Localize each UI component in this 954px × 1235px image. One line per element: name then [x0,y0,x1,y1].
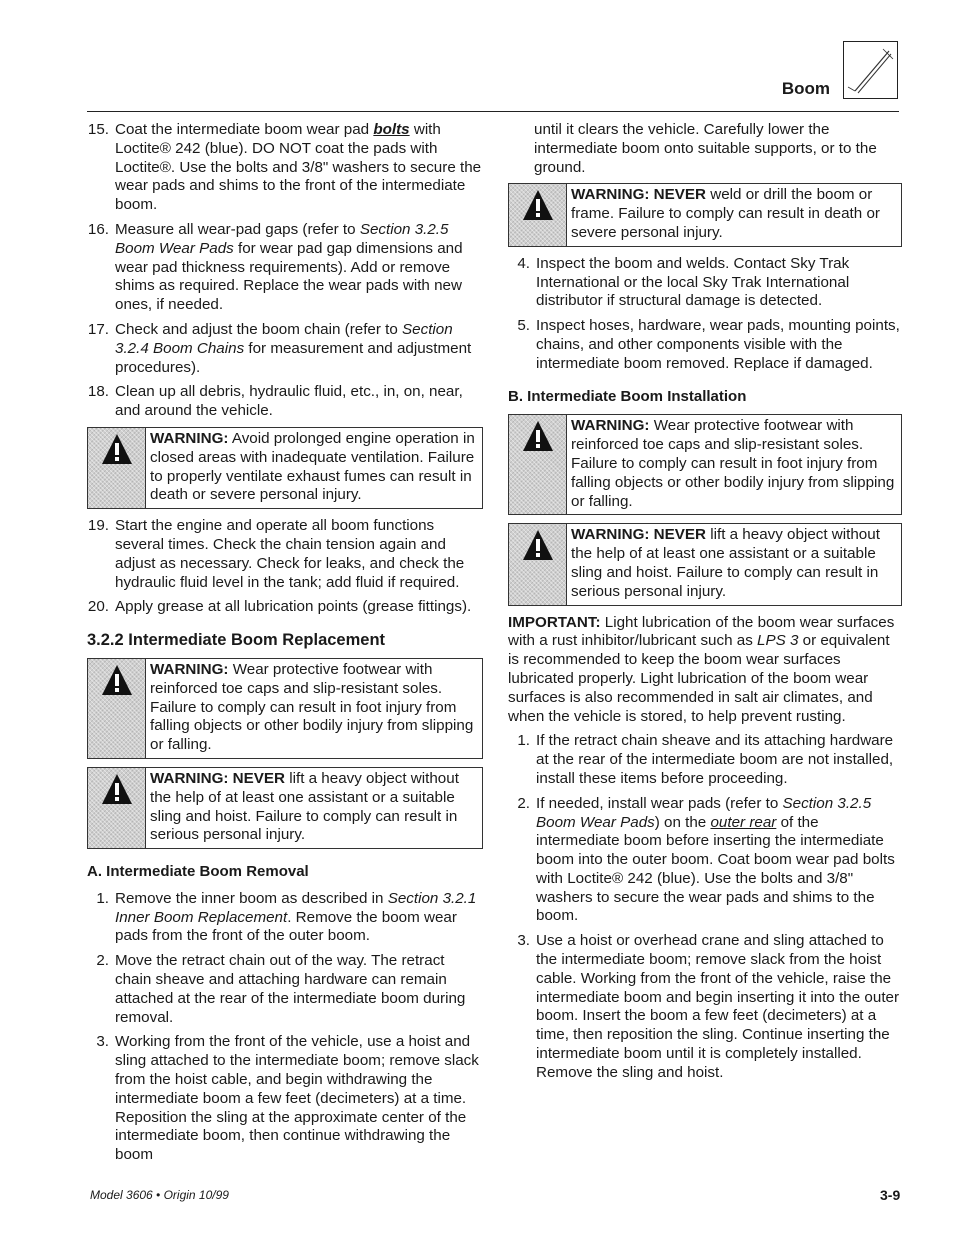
warning-triangle-icon [509,415,567,514]
list-item: 3. Use a hoist or overhead crane and sling attached to the intermediate boom; remove slack from the hoist cable. Working from the front of the vehicle, raise the intermediate boom and begin inserting it into the outer boom. Insert the boom a few feet (decimeters) at a time, then reposition the sling. Continue inserting the intermediate boom until it is completely installed. Remove the sling and hoist. [517,932,900,1081]
warning-box: WARNING: NEVER weld or drill the boom or frame. Failure to comply can result in death or severe personal injury. [508,183,902,246]
page-number: 3-9 [880,1187,901,1203]
list-item: 1. Remove the inner boom as described in Section 3.2.1 Inner Boom Replacement. Remove the boom wear pads from the front of the outer boom. [96,889,477,945]
list-item: 20. Apply grease at all lubrication points (grease fittings). [87,598,472,616]
warning-box: WARNING: Wear protective footwear with reinforced toe caps and slip-resistant soles. Failure to comply can result in foot injury from falling objects or other bodily injury from slipping or falling. [87,658,483,759]
list-item: 2. If needed, install wear pads (refer to Section 3.2.5 Boom Wear Pads) on the outer rear of the intermediate boom before inserting the intermediate boom into the outer boom. Coat boom wear pad bolts with Loctite® 242 (blue). Use the bolts and 3/8" washers to secure the wear pads and shims to the boom. [517,794,895,925]
continuation-text: until it clears the vehicle. Carefully lower the intermediate boom onto suitable supports, or to the ground. [534,121,877,176]
list-item: 19. Start the engine and operate all boom functions several times. Check the chain tension again and adjust as necessary. Check for leaks, and check the hydraulic fluid level in the tank; add fluid if required. [87,517,465,591]
list-item: 15. Coat the intermediate boom wear pad bolts with Loctite® 242 (blue). DO NOT coat the pads with Loctite®. Use the bolts and 3/8" washers to secure the wear pads and shims to the front of the intermediate boom. [87,121,482,214]
list-item: 17. Check and adjust the boom chain (refer to Section 3.2.4 Boom Chains for measurement and adjustment procedures). [87,320,472,376]
important-note: IMPORTANT: Light lubrication of the boom wear surfaces with a rust inhibitor/lubricant such as LPS 3 or equivalent is recommended to keep the boom wear surfaces lubricated properly. Light lubrication of the boom wear surfaces is also recommended in salt air climates, and when the vehicle is stored, to help prevent rusting. [508,613,895,725]
left-column [87,121,483,1171]
subsection-heading: A. Intermediate Boom Removal [87,863,309,881]
warning-triangle-icon [509,184,567,245]
boom-sketch-icon [843,41,898,99]
warning-box: WARNING: Wear protective footwear with reinforced toe caps and slip-resistant soles. Failure to comply can result in foot injury from falling objects or other bodily injury from slipping or falling. [508,414,902,515]
list-item: 4. Inspect the boom and welds. Contact Sky Trak International or the local Sky Trak International distributor if structural damage is detected. [517,254,850,310]
list-item: 3. Working from the front of the vehicle, use a hoist and sling attached to the intermediate boom; remove slack from the hoist cable, and begin withdrawing the intermediate boom a few feet (decimeters) at a time. Reposition the sling at the approximate center of the intermediate boom, then continue withdrawing the boom [96,1033,479,1164]
list-item: 1. If the retract chain sheave and its attaching hardware at the rear of the intermediate boom are not installed, install these items before proceeding. [517,732,894,787]
header-rule [87,111,899,112]
subsection-heading: B. Intermediate Boom Installation [508,387,747,405]
warning-triangle-icon [88,659,146,758]
warning-triangle-icon [88,428,146,508]
section-heading: 3.2.2 Intermediate Boom Replacement [87,631,386,650]
warning-box: WARNING: NEVER lift a heavy object without the help of at least one assistant or a suitable sling and hoist. Failure to comply can result in serious personal injury. [508,523,902,605]
warning-triangle-icon [88,768,146,848]
warning-box: WARNING: Avoid prolonged engine operation in closed areas with inadequate ventilation. Failure to properly ventilate exhaust fumes can result in death or severe personal injury. [87,427,483,509]
warning-triangle-icon [509,524,567,604]
list-item: 2. Move the retract chain out of the way. The retract chain sheave and attaching hardware can remain attached at the rear of the intermediate boom during removal. [96,952,466,1026]
list-item: 18. Clean up all debris, hydraulic fluid, etc., in, on, near, and around the vehicle. [87,383,463,420]
page-header-title: Boom [781,79,830,98]
warning-box: WARNING: NEVER lift a heavy object without the help of at least one assistant or a suitable sling and hoist. Failure to comply can result in serious personal injury. [87,767,483,849]
right-column [508,121,902,1089]
list-item: 5. Inspect hoses, hardware, wear pads, mounting points, chains, and other components visible with the intermediate boom removed. Replace if damaged. [517,317,900,372]
footer-model: Model 3606 • Origin 10/99 [90,1188,229,1202]
list-item: 16. Measure all wear-pad gaps (refer to Section 3.2.5 Boom Wear Pads for wear pad gap dimensions and wear pad thickness requirements). Add or remove shims as required. Replace the wear pads with new ones, if needed. [87,220,463,314]
